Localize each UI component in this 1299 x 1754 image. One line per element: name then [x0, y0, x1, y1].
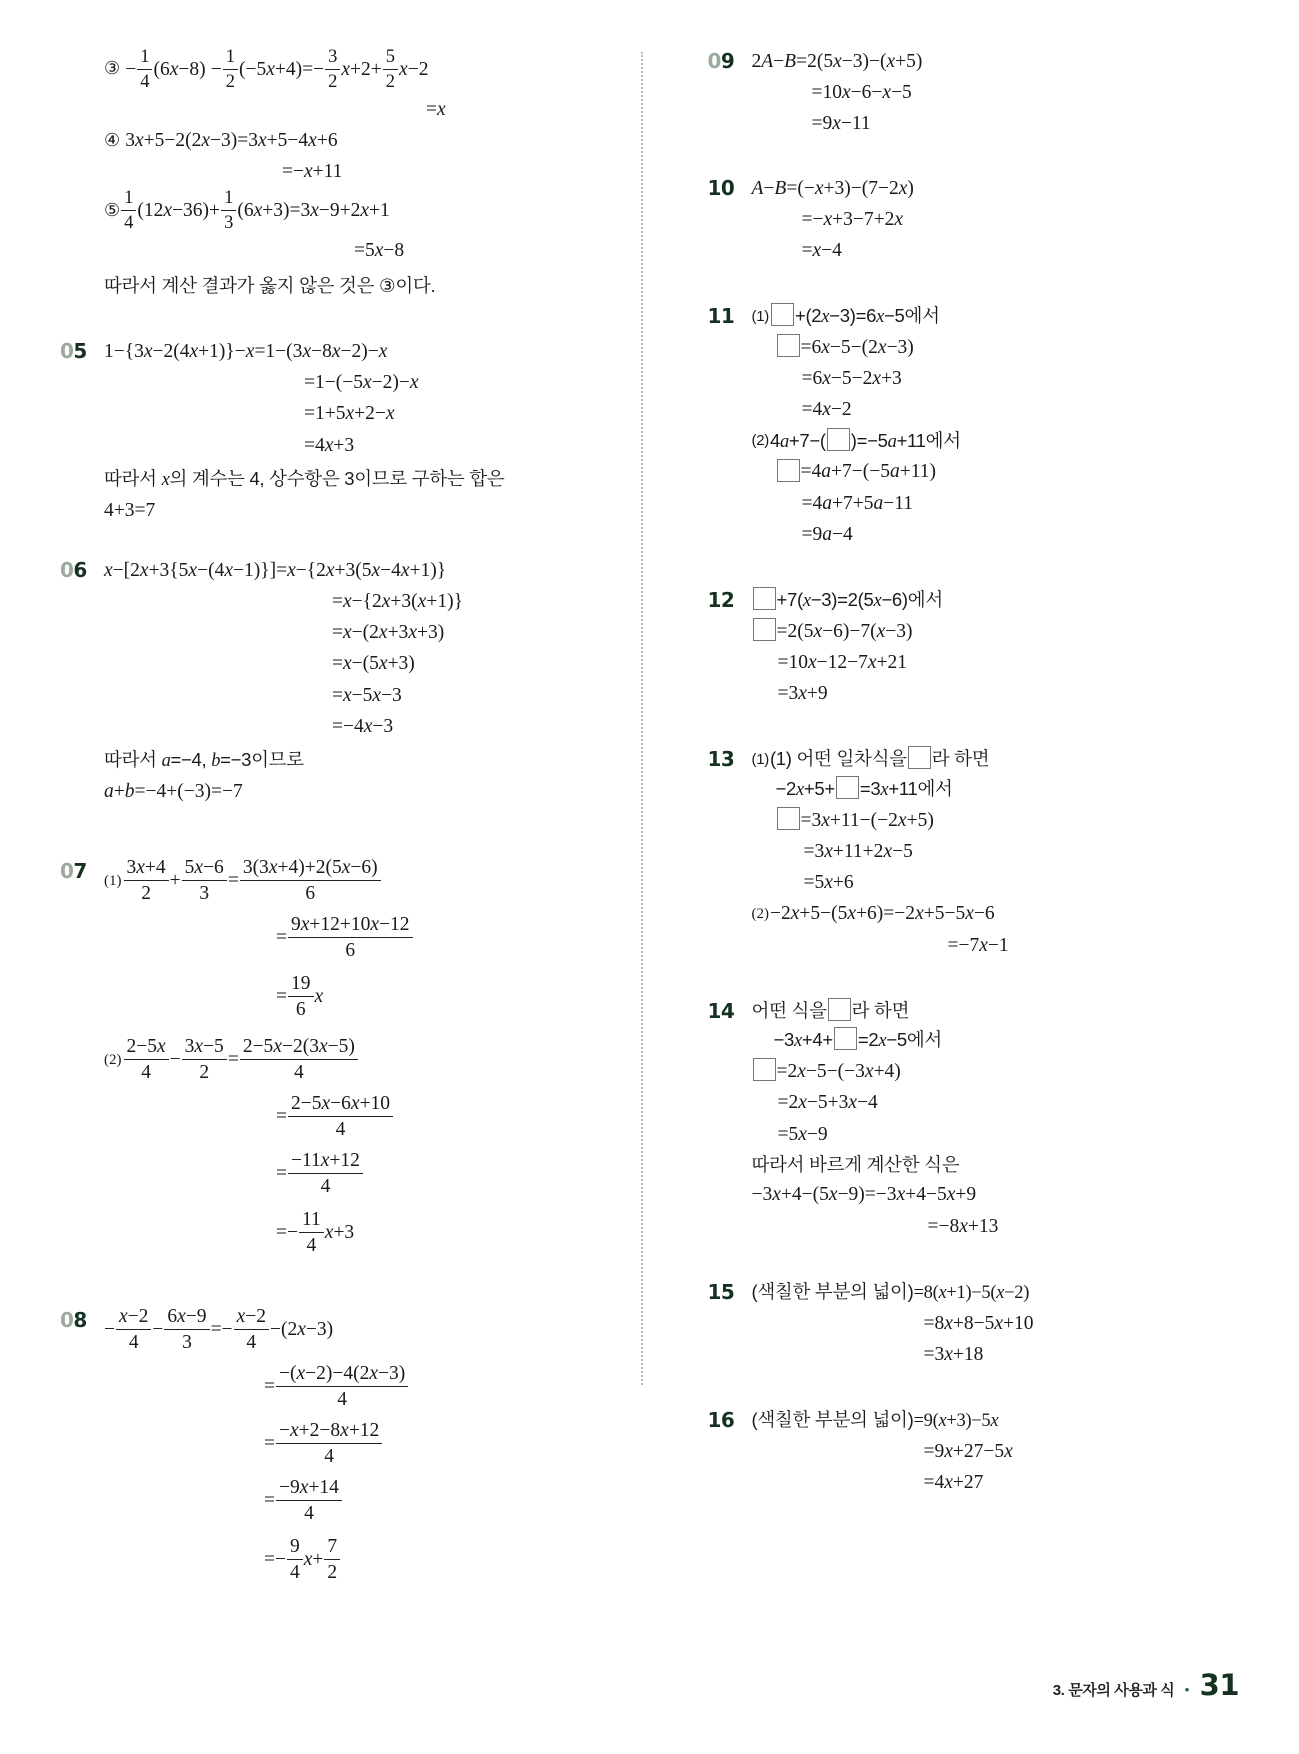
answer-box — [777, 807, 800, 830]
solution-line: ⑤ $\frac{1}{4}$ (12x−36)+ $\frac{1}{3}$ (6x+3)=3x−9+2x+1 — [104, 187, 390, 234]
sub-label-1: (1) — [751, 751, 769, 769]
solution-line: =2x−5+3x−4 — [777, 1092, 878, 1114]
korean-text: (색칠한 부분의 넓이) — [751, 1408, 914, 1430]
answer-box — [777, 334, 800, 357]
solution-line: =x — [426, 98, 446, 120]
conclusion-suffix: 의 계수는 4, 상수항은 3이므로 구하는 합은 — [169, 467, 505, 489]
solution-line: =4x+27 — [923, 1471, 984, 1493]
solution-line: 1−{3x−2(4x+1)}−x=1−(3x−8x−2)−x — [104, 340, 388, 362]
korean-text: (1) 어떤 일차식을 — [769, 748, 907, 770]
footer-chapter-title: 3. 문자의 사용과 식 — [1052, 1682, 1175, 1699]
solution-line: =4x−2 — [801, 399, 852, 421]
korean-particle: 에서 — [907, 588, 943, 610]
solution-line: =9x−11 — [811, 113, 871, 135]
problem-12 — [708, 585, 1240, 710]
problem-07 — [60, 856, 632, 1259]
problem-number-15: 15 — [707, 1279, 735, 1304]
choice-3-marker: ③ — [104, 58, 121, 79]
solution-line: =x−5x−3 — [332, 684, 402, 706]
problem-number-06: 06 — [60, 557, 87, 582]
solution-line: =− $\frac{9}{4}$ x+ $\frac{7}{2}$ — [104, 1536, 632, 1585]
problem-10-body — [752, 173, 1240, 268]
problem-number-14: 14 — [707, 998, 735, 1023]
page-footer — [1053, 1668, 1239, 1702]
solution-line: − $\frac{x-2}{4}$ − $\frac{6x-9}{3}$ =− $\frac{x-2}{4}$ −(2x−3) — [104, 1305, 334, 1353]
solution-line: =1−(−5x−2)−x — [304, 372, 419, 394]
problem-number-07: 07 — [60, 858, 87, 883]
problem-11-body — [752, 301, 1240, 551]
solution-line: =x−(5x+3) — [332, 653, 415, 675]
problem-15-body — [752, 1277, 1240, 1371]
solution-line: A−B=(−x+3)−(7−2x) — [751, 177, 914, 199]
conclusion-suffix: =−3이므로 — [220, 749, 304, 771]
problem-number-10: 10 — [707, 175, 735, 200]
sub-label-2: (2) — [751, 432, 769, 450]
solution-line: =−x+11 — [282, 161, 343, 183]
problem-number-09: 09 — [707, 49, 735, 73]
conclusion-value: 4+3=7 — [104, 499, 156, 521]
solution-line: =3x+11−(−2x+5) — [752, 806, 1240, 836]
solution-line: =4x+3 — [304, 434, 355, 456]
solution-line: =1+5x+2−x — [304, 403, 395, 425]
solution-line: +7(x−3)=2(5x−6)에서 — [752, 586, 1240, 616]
problem-13 — [708, 744, 1240, 961]
conclusion-mid: =−4, — [170, 749, 212, 771]
solution-line: =8x+8−5x+10 — [923, 1312, 1034, 1334]
two-column-layout — [60, 46, 1239, 1583]
answer-box — [753, 587, 776, 610]
solution-line: = $\frac{-x+2-8x+12}{4}$ — [104, 1420, 632, 1469]
solution-line: (1) +(2x−3)=6x−5에서 — [751, 305, 940, 328]
solution-line: =− $\frac{11}{4}$ x+3 — [276, 1208, 355, 1256]
sub-label-2: (2) — [751, 906, 769, 923]
choice-4-marker: ④ — [104, 129, 121, 150]
solution-line: =x−4 — [801, 240, 842, 262]
solution-line: ④ 3x+5−2(2x−3)=3x+5−4x+6 — [104, 126, 632, 156]
conclusion-value: a+b=−4+(−3)=−7 — [104, 780, 243, 802]
solution-line: (2)−2x+5−(5x+6)=−2x+5−5x−6 — [751, 903, 995, 925]
sub-label-2: (2) — [104, 1051, 122, 1068]
answer-box — [834, 1027, 857, 1050]
answer-box — [777, 459, 800, 482]
problem-04-continued — [60, 46, 632, 302]
answer-box — [771, 303, 794, 326]
solution-line: = $\frac{-9x+14}{4}$ — [104, 1477, 632, 1526]
solution-line: =−8x+13 — [927, 1215, 999, 1237]
problem-07-body — [104, 856, 632, 1259]
solution-line: −2x+5+ =3x+11에서 — [775, 777, 953, 800]
solution-line: = $\frac{-11x+12}{4}$ — [104, 1150, 632, 1199]
problem-16-body — [752, 1405, 1240, 1499]
solution-line: =−x+3−7+2x — [801, 208, 904, 230]
problem-number-05: 05 — [60, 338, 87, 363]
solution-line: =6x−5−2x+3 — [801, 368, 902, 390]
problem-number-16: 16 — [707, 1407, 735, 1432]
problem-number-13: 13 — [707, 747, 735, 772]
problem-15 — [708, 1277, 1240, 1371]
right-column — [650, 46, 1240, 1493]
solution-line: (2) $\frac{2-5x}{4}$ − $\frac{3x-5}{2}$ = $\frac{2-5x-2(3x-5)}{4}$ — [104, 1036, 632, 1085]
korean-text: (색칠한 부분의 넓이) — [751, 1280, 914, 1302]
solution-line — [752, 745, 1240, 774]
solution-line: x−[2x+3{5x−(4x−1)}]=x−{2x+3(5x−4x+1)} — [104, 559, 447, 581]
solution-line: (색칠한 부분의 넓이)=9(x+3)−5x — [751, 1408, 999, 1431]
solution-line: =5x+6 — [803, 872, 854, 894]
solution-line: =5x−8 — [354, 240, 405, 262]
solution-line: (색칠한 부분의 넓이)=8(x+1)−5(x−2) — [751, 1280, 1030, 1303]
conclusion-line: 따라서 바르게 계산한 식은 — [751, 1153, 960, 1175]
solution-line: =10x−6−x−5 — [811, 82, 912, 104]
solution-line: =3x+11+2x−5 — [803, 840, 913, 862]
problem-11 — [708, 301, 1240, 551]
problem-10 — [708, 173, 1240, 268]
problem-number-08: 08 — [60, 1307, 87, 1332]
problem-number-12: 12 — [707, 587, 735, 612]
problem-06-body — [104, 555, 632, 808]
problem-14-body — [752, 996, 1240, 1243]
answer-box — [828, 998, 851, 1021]
solution-line: =2(5x−6)−7(x−3) — [752, 617, 1240, 647]
sub-label-1: (1) — [104, 872, 122, 889]
problem-09-body — [752, 46, 1240, 141]
solution-line: =5x−9 — [777, 1123, 828, 1145]
solution-line: = $\frac{9x+12+10x-12}{6}$ — [104, 914, 632, 963]
solution-line: −3x+4+ =2x−5에서 — [773, 1029, 942, 1052]
problem-16 — [708, 1405, 1240, 1499]
korean-particle: 에서 — [906, 1029, 942, 1051]
korean-text: 라 하면 — [931, 748, 990, 770]
sub-label-1: (1) — [751, 308, 769, 326]
solution-line: (1) $\frac{3x+4}{2}$ + $\frac{5x-6}{3}$ = $\frac{3(3x+4)+2(5x-6)}{6}$ — [104, 857, 632, 906]
answer-box — [908, 746, 931, 769]
solution-line: =−4x−3 — [332, 715, 394, 737]
korean-particle: 에서 — [904, 305, 940, 327]
answer-box — [753, 618, 776, 641]
solution-line: =4a+7−(−5a+11) — [752, 457, 1240, 487]
page-number: 31 — [1199, 1668, 1239, 1702]
problem-number-11: 11 — [707, 304, 735, 329]
solution-line: =9a−4 — [801, 523, 853, 545]
solution-line: =2x−5−(−3x+4) — [752, 1057, 1240, 1087]
problem-09 — [708, 46, 1240, 141]
answer-box — [827, 428, 850, 451]
solution-line: =−7x−1 — [947, 934, 1009, 956]
korean-particle: 에서 — [925, 429, 961, 451]
left-column — [60, 46, 650, 1583]
solution-line: =10x−12−7x+21 — [777, 651, 908, 673]
conclusion-prefix: 따라서 — [104, 467, 162, 489]
solution-line: = $\frac{-(x-2)-4(2x-3)}{4}$ — [104, 1363, 632, 1412]
solution-line: =x−(2x+3x+3) — [332, 622, 445, 644]
solution-line: =9x+27−5x — [923, 1440, 1013, 1462]
problem-08-body — [104, 1305, 632, 1586]
problem-13-body — [752, 744, 1240, 961]
korean-text: 어떤 식을 — [751, 999, 827, 1021]
problem-06 — [60, 555, 632, 808]
solution-line: = $\frac{19}{6}$ x — [276, 972, 324, 1020]
problem-14 — [708, 996, 1240, 1243]
solution-line — [752, 997, 1240, 1026]
solution-line: =3x+18 — [923, 1343, 984, 1365]
solution-line: 2A−B=2(5x−3)−(x+5) — [751, 51, 923, 72]
solution-line: = $\frac{2-5x-6x+10}{4}$ — [104, 1093, 632, 1142]
problem-05-body — [104, 336, 632, 527]
conclusion-line: 따라서 x의 계수는 4, 상수항은 3이므로 구하는 합은 — [104, 467, 505, 490]
solution-line: (2)4a+7−( )=−5a+11에서 — [751, 429, 961, 452]
conclusion-line: 따라서 a=−4, b=−3이므로 — [104, 749, 304, 772]
problem-number-placeholder — [60, 46, 104, 48]
footer-bullet-icon: • — [1184, 1683, 1190, 1699]
answer-box — [753, 1058, 776, 1081]
problem-05 — [60, 336, 632, 527]
problem-08 — [60, 1305, 632, 1586]
conclusion-line: 따라서 계산 결과가 옳지 않은 것은 ③이다. — [104, 275, 436, 297]
choice-5-marker: ⑤ — [104, 199, 121, 220]
solution-line: =x−{2x+3(x+1)} — [332, 590, 463, 612]
answer-box — [836, 776, 859, 799]
solution-line: ③ − $\frac{1}{4}$ (6x−8) − $\frac{1}{2}$ (−5x+4)=− $\frac{3}{2}$ x+2+ $\frac{5}{2}$ x−2 — [104, 46, 429, 92]
problem-04-body — [104, 46, 632, 302]
solution-line: =4a+7+5a−11 — [801, 492, 914, 514]
solution-line: −3x+4−(5x−9)=−3x+4−5x+9 — [751, 1184, 977, 1206]
solution-line: =3x+9 — [777, 683, 828, 705]
conclusion-prefix: 따라서 — [104, 749, 162, 771]
problem-12-body — [752, 585, 1240, 710]
korean-text: 라 하면 — [851, 999, 910, 1021]
korean-particle: 에서 — [917, 777, 953, 799]
solution-line: =6x−5−(2x−3) — [752, 333, 1240, 363]
